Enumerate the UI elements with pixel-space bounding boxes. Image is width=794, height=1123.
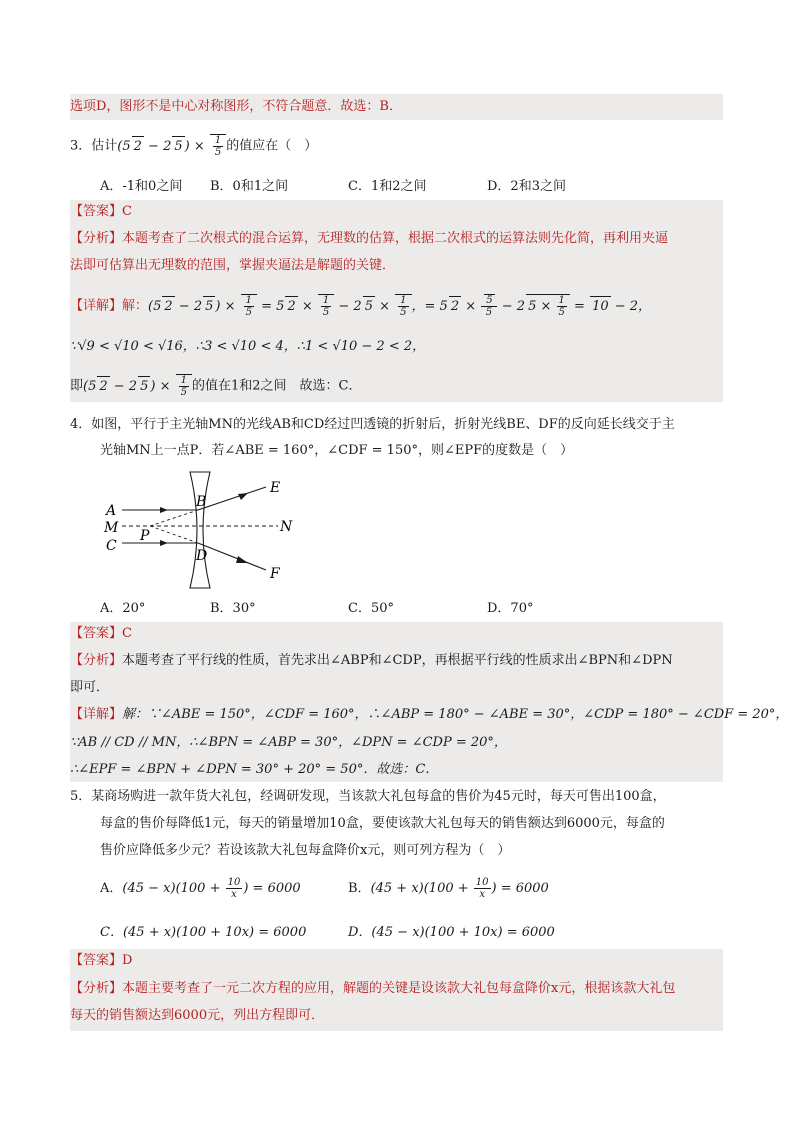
- analysis-tag: 【分析】: [70, 231, 123, 246]
- detail-tag: 【详解】: [70, 707, 123, 722]
- q5-stem-line2: 每盒的售价每降低1元，每天的销量增加10盒，要使该款大礼包每天的销售额达到6000元，每盒的: [100, 816, 665, 831]
- ray-df-line: [198, 543, 266, 570]
- q4-option-b: B．30°: [210, 601, 256, 616]
- detail-tag: 【详解】: [70, 298, 123, 314]
- label-b: B: [196, 494, 207, 510]
- label-c: C: [106, 538, 117, 554]
- label-d: D: [196, 548, 208, 564]
- q4-stem-line1: 4．如图，平行于主光轴MN的光线AB和CD经过凹透镜的折射后，折射光线BE、DF的反向延长线交于主: [70, 417, 675, 432]
- q4-option-a: A．20°: [100, 601, 146, 616]
- q5-analysis-line1: [70, 979, 675, 999]
- label-f: F: [270, 566, 280, 582]
- q5-option-a: A．(45 − x)(100 + $\frac{10}{x}$ ) = 6000: [100, 877, 301, 900]
- q3-detail-line3: [70, 374, 361, 398]
- q3-line3-tail: 的值在1和2之间 故选：C．: [191, 378, 362, 394]
- q3-detail-line2: ∵√9 < √10 < √16，∴3 < √10 < 4，∴1 < √10 − 2 < 2，: [70, 339, 426, 354]
- extension-be-line: [150, 510, 198, 526]
- q3-detail-line1: [70, 294, 651, 318]
- q4-option-c: C．50°: [348, 601, 394, 616]
- analysis-text: 本题考查了二次根式的混合运算，无理数的估算，根据二次根式的运算法则先化简，再利用夹逼: [122, 231, 669, 246]
- q3-number: 3．估计: [70, 138, 118, 154]
- q3-answer: 【答案】C: [70, 204, 132, 219]
- analysis-tag: 【分析】: [70, 653, 123, 668]
- q3-option-c: C．1和2之间: [348, 179, 427, 194]
- ray-df-arrow: [236, 556, 248, 563]
- q3-stem: [70, 134, 317, 158]
- q4-analysis-line2: 即可．: [70, 680, 110, 695]
- q4-stem-line2: 光轴MN上一点P．若∠ABE = 160°，∠CDF = 150°，则∠EPF的度数是（ ）: [100, 443, 574, 458]
- q5-option-d: D．(45 − x)(100 + 10x) = 6000: [348, 925, 555, 940]
- q3-analysis-line1: [70, 229, 668, 249]
- detail-text: 解：∵∠ABE = 150°，∠CDF = 160°，∴∠ABP = 180° − ∠ABE = 30°，∠CDP = 180° − ∠CDF = 20°，: [122, 707, 789, 722]
- label-e: E: [270, 480, 281, 496]
- q4-detail-line1: [70, 705, 788, 725]
- ray-be-arrow: [238, 493, 248, 500]
- q3-detail-expression: (5 2 − 2 5 ) × $\frac{1}{5}$ = 5 2 × $\frac{1}{5}$ − 2 5 × $\frac{1}{5}$ ，= 5 2 × $\frac{5}{5}$ − 2 5 × $\frac{1}{5}$ = 10 − 2，: [148, 295, 652, 318]
- q4-detail-line3: ∴∠EPF = ∠BPN + ∠DPN = 30° + 20° = 50°．故选：C．: [70, 762, 439, 777]
- q3-option-b: B．0和1之间: [210, 179, 289, 194]
- label-p: P: [140, 528, 150, 544]
- q3-option-a: A．-1和0之间: [100, 179, 183, 194]
- label-n: N: [280, 519, 293, 535]
- q5-stem-line1: 5．某商场购进一款年货大礼包，经调研发现，当该款大礼包每盒的售价为45元时，每天可售出100盒，: [70, 789, 666, 804]
- q5-answer: 【答案】D: [70, 953, 133, 968]
- ray-be-line: [198, 487, 266, 510]
- lens-diagram: [98, 470, 308, 592]
- analysis-text: 本题考查了平行线的性质，首先求出∠ABP和∠CDP，再根据平行线的性质求出∠BPN和∠DPN: [122, 653, 673, 668]
- q3-option-d: D．2和3之间: [487, 179, 566, 194]
- q4-answer: 【答案】C: [70, 626, 132, 641]
- option-a-lead: A．: [100, 881, 123, 896]
- q4-analysis-line1: [70, 651, 673, 671]
- label-m: M: [104, 520, 119, 536]
- concave-lens-shape: [190, 472, 210, 588]
- q4-detail-line2: ∵AB // CD // MN，∴∠BPN = ∠ABP = 30°，∠DPN = ∠CDP = 20°，: [70, 735, 507, 750]
- q5-option-b: B．(45 + x)(100 + $\frac{10}{x}$ ) = 6000: [348, 877, 549, 900]
- q3-stem-tail: 的值应在（ ）: [226, 138, 318, 154]
- q4-solution-band: [70, 622, 723, 782]
- q3-expression: (5 2 − 2 5 ) × $\frac{1}{5}$: [117, 139, 226, 154]
- q3-line3-lead: 即: [70, 378, 84, 394]
- label-a: A: [106, 503, 117, 519]
- q4-option-d: D．70°: [487, 601, 534, 616]
- q5-stem-line3: 售价应降低多少元？若设该款大礼包每盒降价x元，则可列方程为（ ）: [100, 843, 511, 858]
- extension-df-line: [150, 526, 198, 543]
- ray-ab-arrow: [160, 507, 168, 513]
- q5-analysis-line2: 每天的销售额达到6000元，列出方程即可．: [70, 1008, 325, 1023]
- q3-analysis-line2: 法即可估算出无理数的范围，掌握夹逼法是解题的关键．: [70, 258, 396, 273]
- q3-line3-expression: (5 2 − 2 5 ) × $\frac{1}{5}$: [83, 379, 192, 394]
- analysis-text: 本题主要考查了一元二次方程的应用，解题的关键是设该款大礼包每盒降价x元，根据该款大礼包: [122, 981, 676, 996]
- ray-cd-arrow: [160, 540, 168, 546]
- prev-solution-text: 选项D，图形不是中心对称图形，不符合题意．故选：B．: [70, 99, 402, 114]
- analysis-tag: 【分析】: [70, 981, 123, 996]
- detail-lead: 解：: [122, 298, 149, 314]
- q5-option-c: C．(45 + x)(100 + 10x) = 6000: [100, 925, 307, 940]
- option-b-lead: B．: [348, 881, 371, 896]
